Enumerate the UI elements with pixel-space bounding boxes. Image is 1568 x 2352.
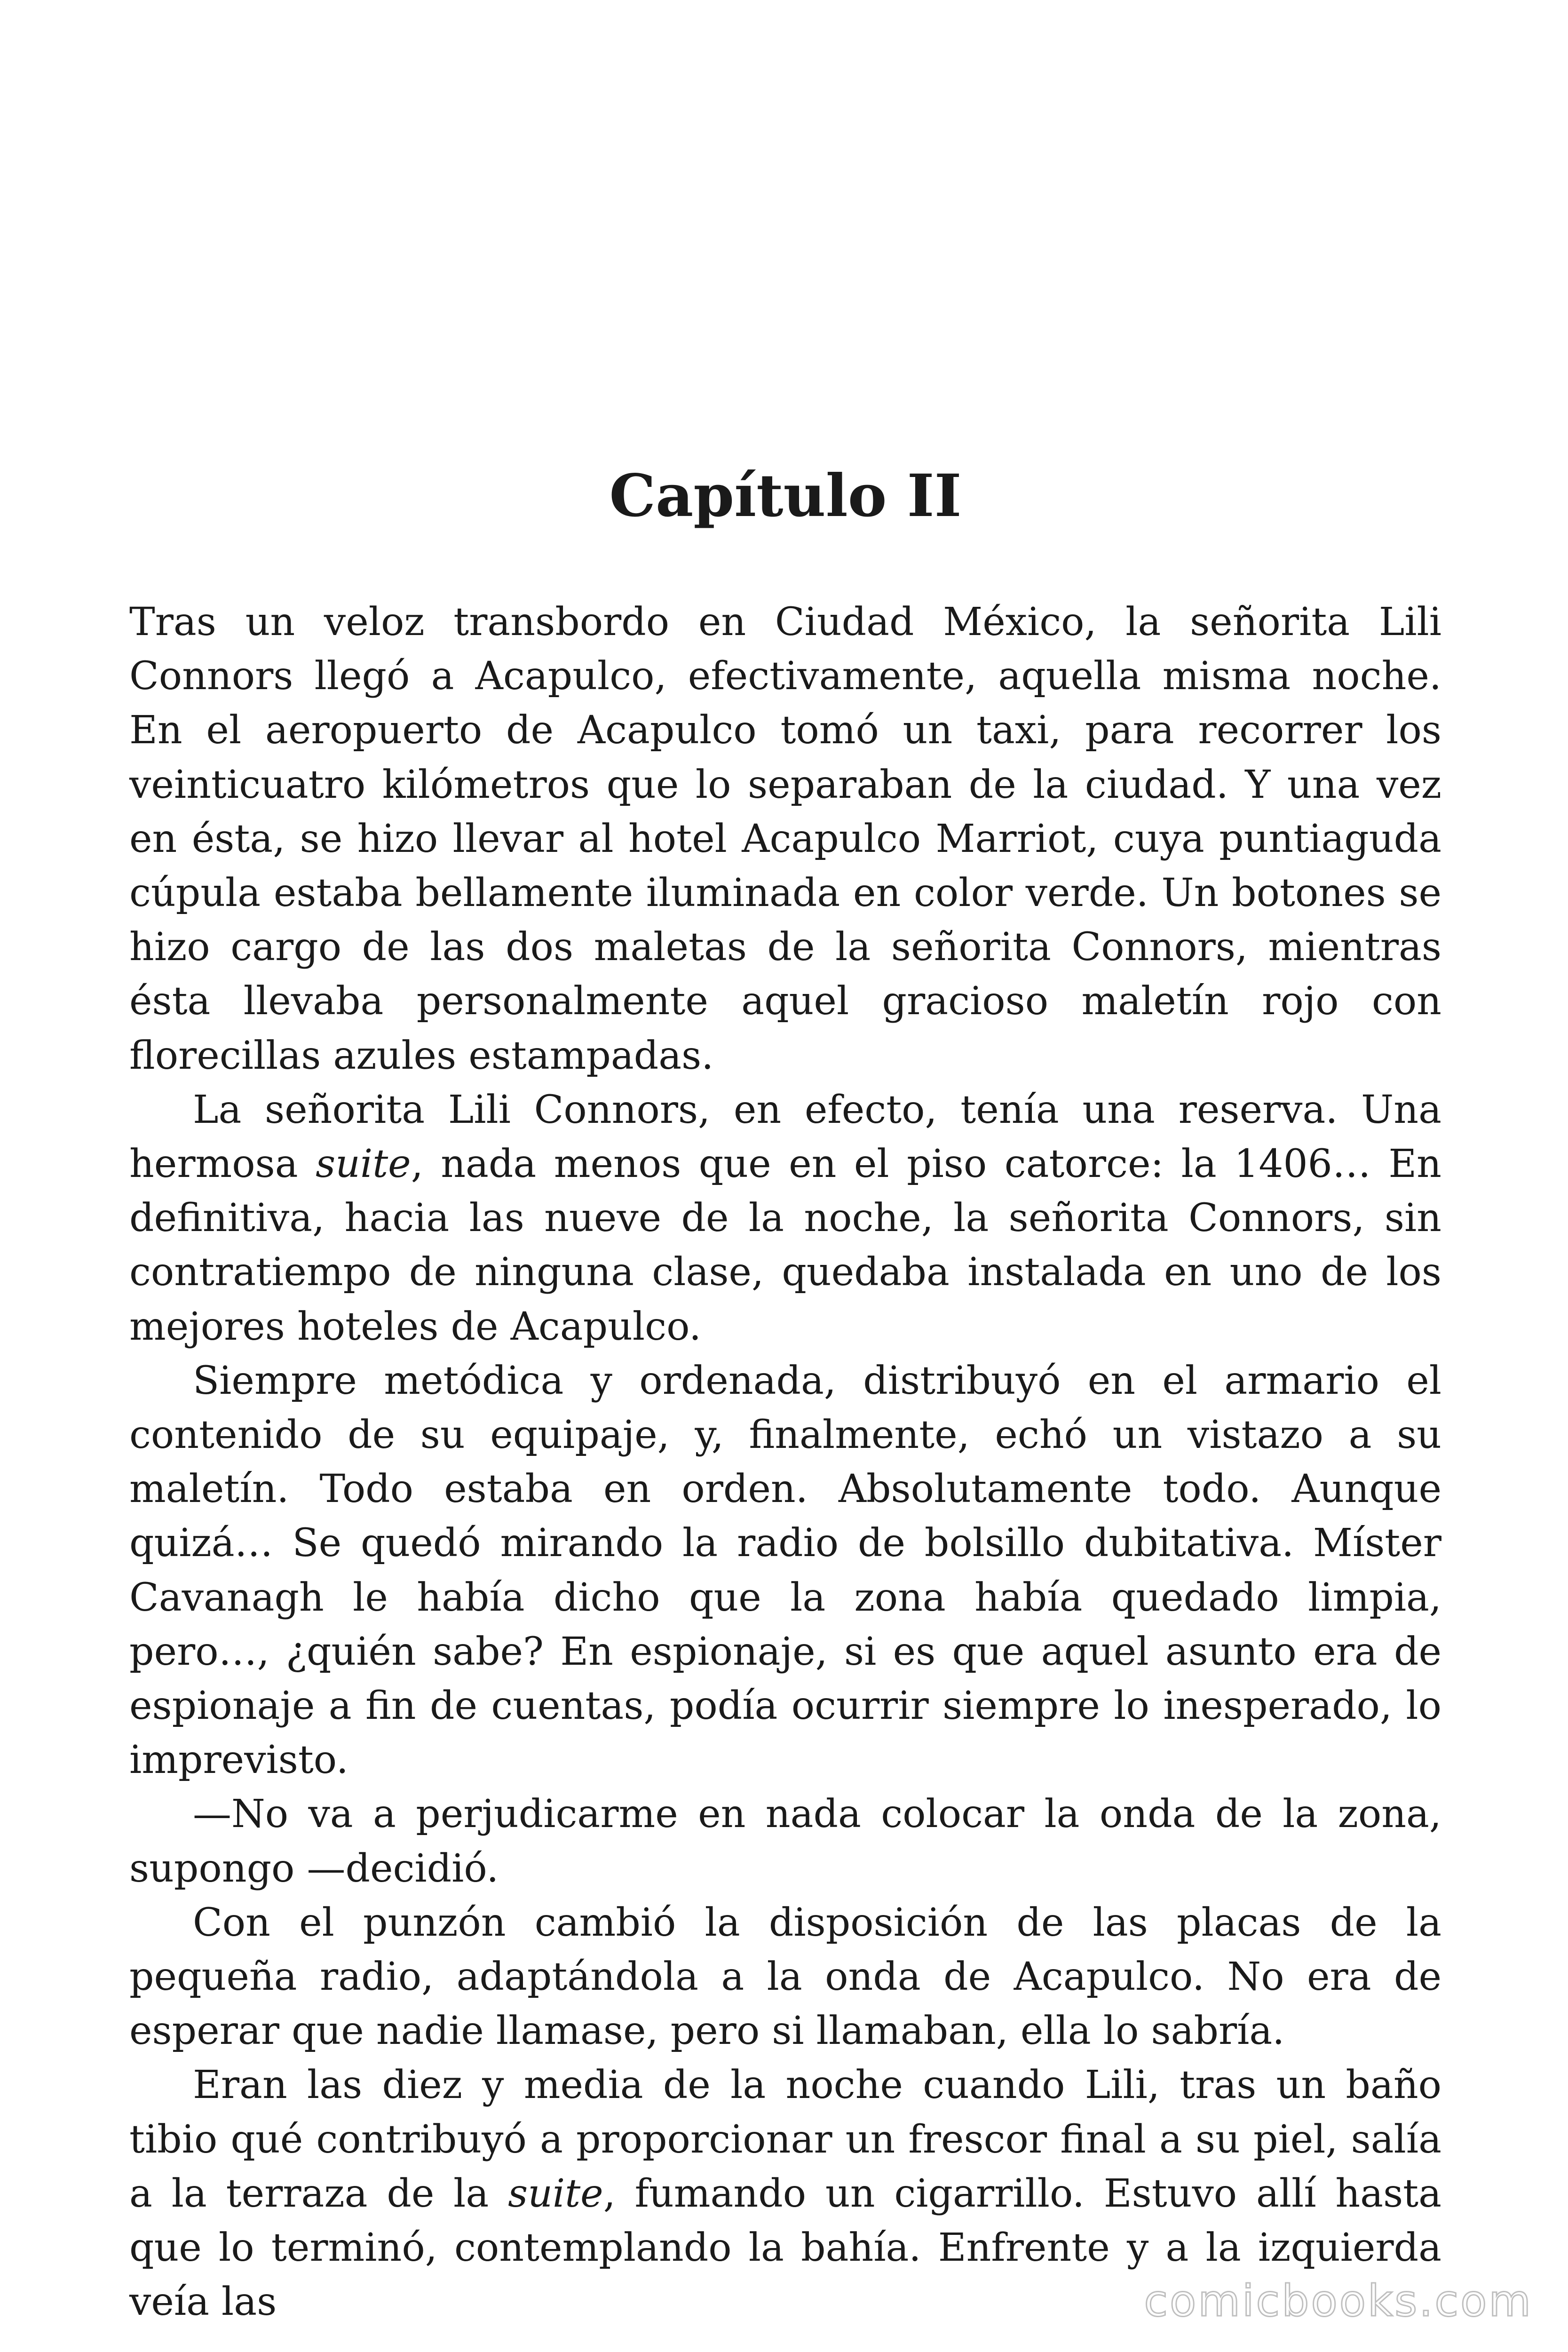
paragraph bbox=[129, 1896, 1441, 2058]
chapter-title: Capítulo II bbox=[609, 462, 962, 530]
paragraph bbox=[129, 595, 1441, 1083]
paragraph bbox=[129, 1083, 1441, 1354]
chapter-body bbox=[129, 595, 1441, 2329]
paragraph-text: —No va a perjudicarme en nada colocar la onda de la zona, supongo —decidió. bbox=[129, 1792, 1441, 1891]
paragraph-text: La señorita Lili Connors, en efecto, tenía una reserva. Una hermosa bbox=[129, 1087, 1441, 1187]
watermark-logo: comicbooks.com bbox=[1144, 2276, 1533, 2326]
paragraph-text: , fumando un cigarrillo. Estuvo allí hasta que lo terminó, contemplando la bahía. Enfrente y a la izquierda veía las bbox=[129, 2171, 1441, 2325]
paragraph-text: Eran las diez y media de la noche cuando Lili, tras un baño tibio qué contribuyó a proporcionar un frescor final a su piel, salía a la terraza de la bbox=[129, 2063, 1441, 2216]
italic-text: suite bbox=[508, 2171, 603, 2216]
paragraph-text: Tras un veloz transbordo en Ciudad México, la señorita Lili Connors llegó a Acapulco, efectivamente, aquella misma noche. En el aeropuerto de Acapulco tomó un taxi, para recorrer los veinticuatro kilómetros que lo separaban de la ciudad. Y una vez en ésta, se hizo llevar al hotel Acapulco Marriot, cuya puntiaguda cúpula estaba bellamente iluminada en color verde. Un botones se hizo cargo de las dos maletas de la señorita Connors, mientras ésta llevaba personalmente aquel gracioso maletín rojo con florecillas azules estampadas. bbox=[129, 600, 1441, 1078]
paragraph bbox=[129, 1354, 1441, 1788]
italic-text: suite bbox=[316, 1142, 411, 1187]
paragraph-text: Con el punzón cambió la disposición de las placas de la pequeña radio, adaptándola a la onda de Acapulco. No era de esperar que nadie llamase, pero si llamaban, ella lo sabría. bbox=[129, 1900, 1441, 2054]
paragraph-text: Siempre metódica y ordenada, distribuyó en el armario el contenido de su equipaje, y, finalmente, echó un vistazo a su maletín. Todo estaba en orden. Absolutamente todo. Aunque quizá… Se quedó mirando la radio de bolsillo dubitativa. Míster Cavanagh le había dicho que la zona había quedado limpia, pero…, ¿quién sabe? En espionaje, si es que aquel asunto era de espionaje a fin de cuentas, podía ocurrir siempre lo inesperado, lo imprevisto. bbox=[129, 1358, 1441, 1783]
paragraph-text: , nada menos que en el piso catorce: la 1406… En definitiva, hacia las nueve de la noche, la señorita Connors, sin contratiempo de ninguna clase, quedaba instalada en uno de los mejores hoteles de Acapulco. bbox=[129, 1142, 1441, 1349]
book-page bbox=[129, 0, 1441, 2352]
paragraph bbox=[129, 1787, 1441, 1895]
